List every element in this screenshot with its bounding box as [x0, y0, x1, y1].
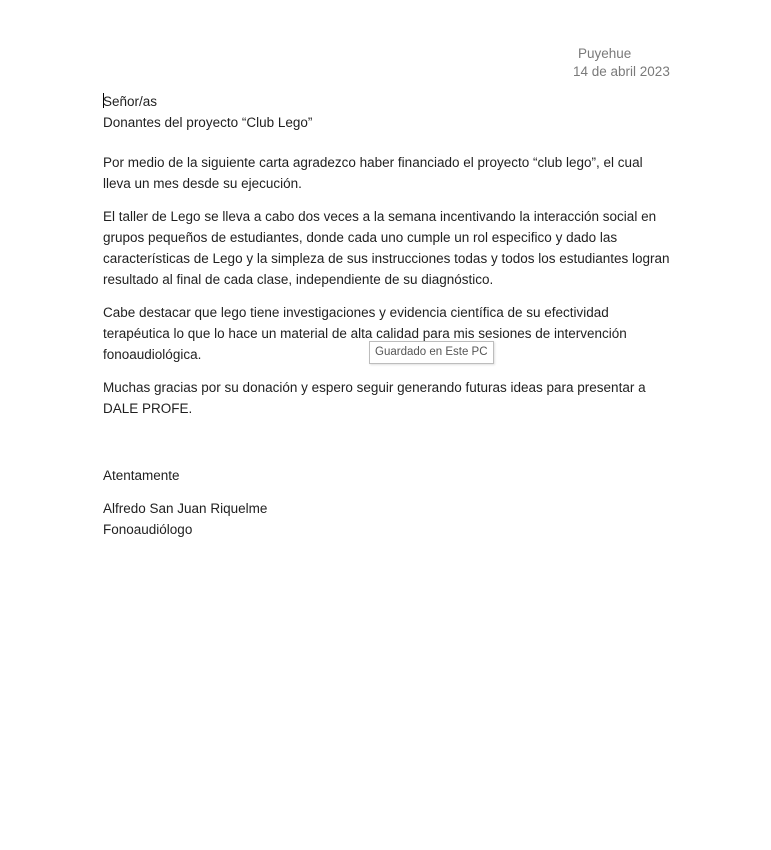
paragraph-1: [103, 152, 668, 194]
paragraph-line: fonoaudiológica.: [103, 347, 202, 362]
paragraph-line: DALE PROFE.: [103, 401, 193, 416]
paragraph-line: terapéutica lo que lo hace un material de alta calidad para mis sesiones de intervención: [103, 326, 627, 341]
recipient-line-2: Donantes del proyecto “Club Lego”: [103, 115, 313, 130]
save-status-tooltip: Guardado en Este PC: [369, 341, 494, 364]
letter-header: [560, 45, 720, 81]
paragraph-line: Muchas gracias por su donación y espero seguir generando futuras ideas para presentar a: [103, 380, 646, 395]
paragraph-line: grupos pequeños de estudiantes, donde cada uno cumple un rol especifico y dado las: [103, 230, 618, 245]
paragraph-line: Por medio de la siguiente carta agradezco haber financiado el proyecto “club lego”, el cual: [103, 155, 643, 170]
paragraph-2: [103, 206, 668, 290]
header-place: Puyehue: [578, 46, 632, 61]
recipient-line-1: [103, 91, 668, 112]
spacer: [103, 133, 668, 152]
paragraph-line: características de Lego y la simpleza de sus instrucciones todas y todos los estudiantes logran: [103, 251, 670, 266]
paragraph-line: Cabe destacar que lego tiene investigaciones y evidencia científica de su efectividad: [103, 305, 609, 320]
signature-name: Alfredo San Juan Riquelme: [103, 501, 268, 516]
letter-body[interactable]: [103, 91, 668, 552]
signature-title: Fonoaudiólogo: [103, 522, 193, 537]
signature-block: [103, 498, 668, 540]
paragraph-line: lleva un mes desde su ejecución.: [103, 176, 302, 191]
spacer: [103, 431, 668, 465]
paragraph-line: El taller de Lego se lleva a cabo dos veces a la semana incentivando la interacción social en: [103, 209, 657, 224]
closing: [103, 465, 668, 486]
paragraph-line: resultado al final de cada clase, independiente de su diagnóstico.: [103, 272, 494, 287]
recipient-salutation: Señor/as: [103, 94, 158, 109]
closing-text: Atentamente: [103, 468, 180, 483]
header-date: 14 de abril 2023: [573, 64, 670, 79]
paragraph-4: [103, 377, 668, 419]
